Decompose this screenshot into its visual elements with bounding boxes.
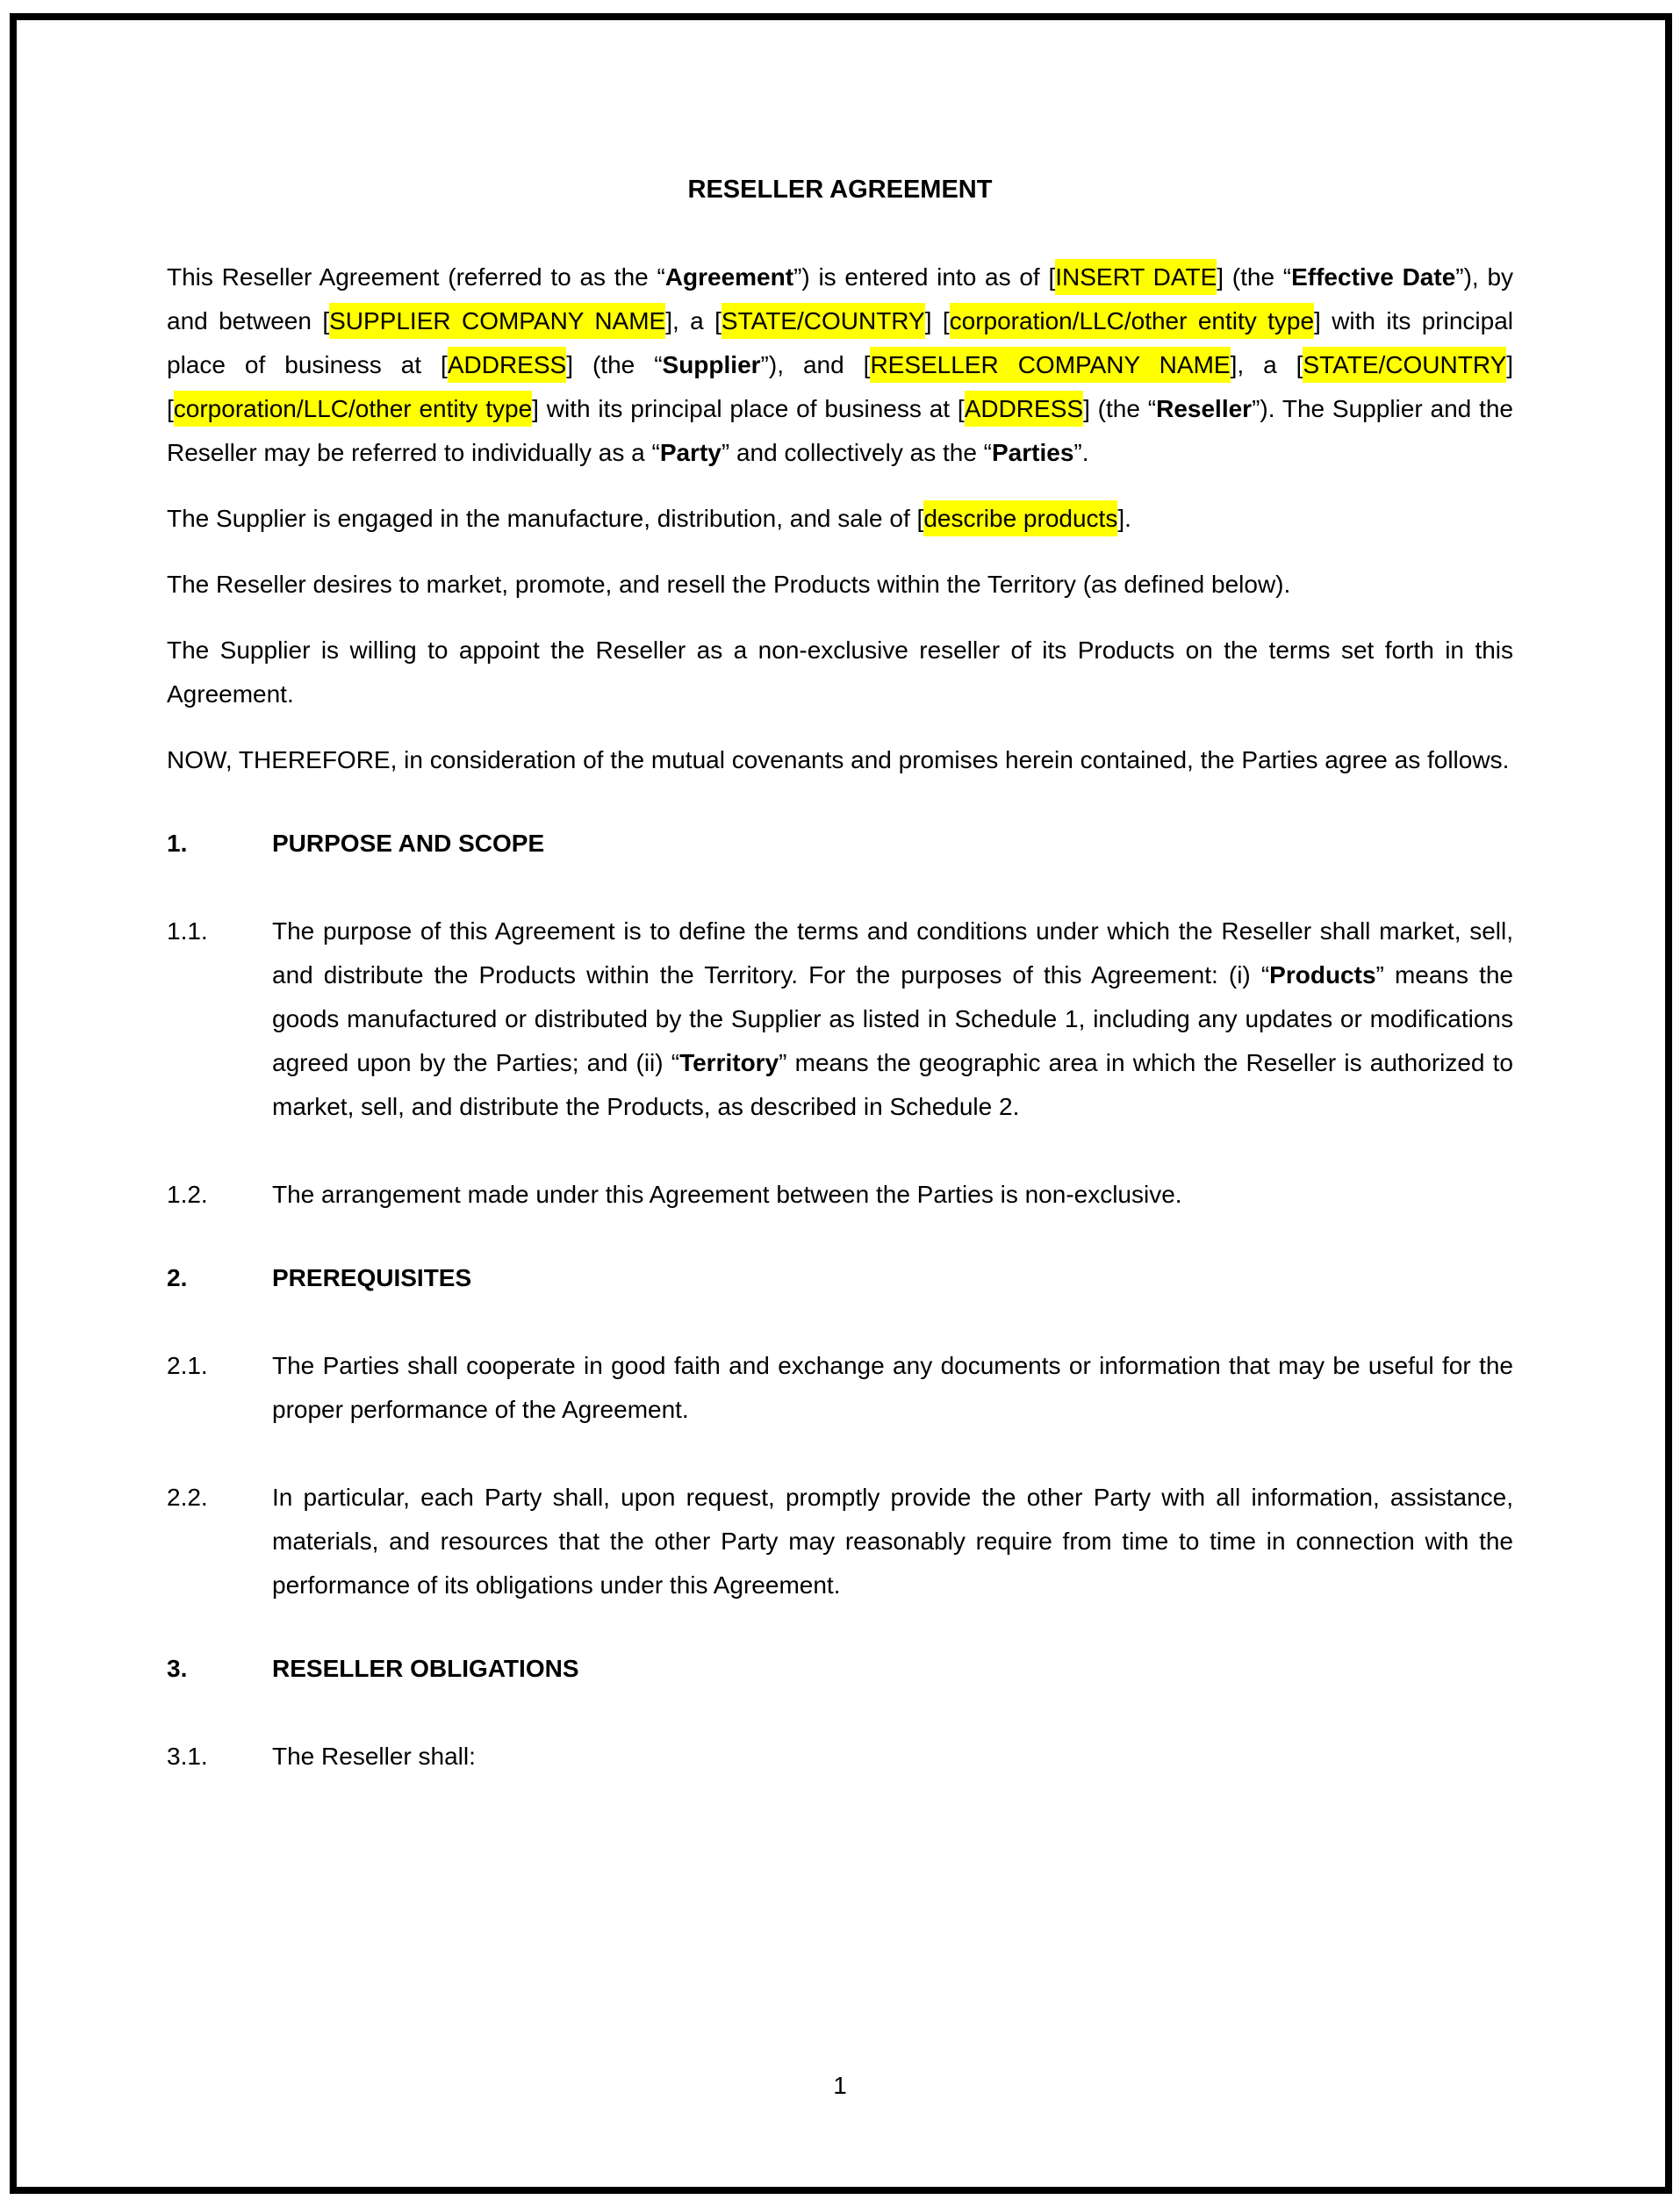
section-title xyxy=(272,822,1513,866)
page-number: 1 xyxy=(833,2072,847,2099)
text-run: The purpose of this Agreement is to define the terms and conditions under which the Reseller shall market, sell, and distribute the Products within the Territory. For the purposes of this Agreement: (i) “ xyxy=(272,917,1513,988)
text-run: The Supplier is engaged in the manufacture, distribution, and sale of [ xyxy=(167,505,924,532)
text-run: ], a [ xyxy=(1230,351,1303,378)
text-run: Party xyxy=(659,439,722,466)
text-run: PREREQUISITES xyxy=(272,1264,472,1291)
text-run: Territory xyxy=(679,1049,779,1076)
text-run: This Reseller Agreement (referred to as the “ xyxy=(167,263,665,291)
paragraph xyxy=(167,563,1513,607)
clause-number: 2.1. xyxy=(167,1352,208,1379)
clause-number: 3.1. xyxy=(167,1743,208,1770)
numbered-clause xyxy=(167,1344,1513,1432)
text-run: ] (the “ xyxy=(1217,263,1292,291)
numbered-clause xyxy=(167,909,1513,1129)
text-run: ” and collectively as the “ xyxy=(721,439,992,466)
text-run: Agreement xyxy=(664,263,794,291)
text-run: RESELLER OBLIGATIONS xyxy=(272,1655,579,1682)
numbered-clause xyxy=(167,1173,1513,1217)
text-run: Products xyxy=(1269,961,1376,988)
text-run: In particular, each Party shall, upon request, promptly provide the other Party with all information, assistance, materials, and resources that the other Party may reasonably require from time to time in connection with the performance of its obligations under this Agreement. xyxy=(272,1484,1513,1599)
text-run: ] (the “ xyxy=(1083,395,1157,422)
paragraph xyxy=(167,255,1513,475)
text-run: The arrangement made under this Agreement between the Parties is non-exclusive. xyxy=(272,1181,1182,1208)
clause-number: 2.2. xyxy=(167,1484,208,1511)
placeholder-highlight: corporation/LLC/other entity type xyxy=(174,391,532,427)
section-number: 2. xyxy=(167,1264,188,1291)
section-heading xyxy=(167,1256,1513,1300)
placeholder-highlight: ADDRESS xyxy=(448,347,566,383)
text-run: ” means the geographic area in which the Reseller is authorized to market, sell, and distribute the Products, as described in Schedule 2. xyxy=(272,1049,1514,1120)
text-run: Supplier xyxy=(662,351,761,378)
text-run: ], a [ xyxy=(665,307,722,334)
placeholder-highlight: corporation/LLC/other entity type xyxy=(950,303,1314,339)
section-heading xyxy=(167,822,1513,866)
placeholder-highlight: ADDRESS xyxy=(965,391,1083,427)
placeholder-highlight: RESELLER COMPANY NAME xyxy=(870,347,1230,383)
text-run: The Supplier is willing to appoint the Reseller as a non-exclusive reseller of its Products on the terms set forth in this Agreement. xyxy=(167,636,1513,708)
clause-text xyxy=(272,909,1513,1129)
section-title xyxy=(272,1647,1513,1691)
text-run: ] [ xyxy=(167,351,1514,422)
text-run: ] with its principal place of business at [ xyxy=(167,307,1514,378)
text-run: Reseller xyxy=(1156,395,1253,422)
clause-number: 1.2. xyxy=(167,1181,208,1208)
clause-text xyxy=(272,1476,1513,1607)
text-run: ] [ xyxy=(924,307,950,334)
text-run: Effective Date xyxy=(1291,263,1456,291)
text-run: The Reseller shall: xyxy=(272,1743,476,1770)
text-run: ] (the “ xyxy=(566,351,663,378)
text-run: ”). The Supplier and the Reseller may be referred to individually as a “ xyxy=(167,395,1513,466)
section-number: 1. xyxy=(167,830,188,857)
placeholder-highlight: INSERT DATE xyxy=(1055,259,1217,295)
text-run: ] with its principal place of business at [ xyxy=(532,395,965,422)
text-run: NOW, THEREFORE, in consideration of the mutual covenants and promises herein contained, the Parties agree as follows. xyxy=(167,746,1510,773)
text-run: ” means the goods manufactured or distributed by the Supplier as listed in Schedule 1, including any updates or modifications agreed upon by the Parties; and (ii) “ xyxy=(272,961,1513,1076)
clause-number: 1.1. xyxy=(167,917,208,945)
document-body xyxy=(167,255,1513,1779)
text-run: ”), and [ xyxy=(760,351,871,378)
document-title: RESELLER AGREEMENT xyxy=(687,176,993,204)
placeholder-highlight: describe products xyxy=(923,500,1117,536)
text-run: The Reseller desires to market, promote, and resell the Products within the Territory (as defined below). xyxy=(167,571,1291,598)
clause-text xyxy=(272,1173,1513,1217)
placeholder-highlight: SUPPLIER COMPANY NAME xyxy=(329,303,665,339)
clause-text xyxy=(272,1735,1513,1779)
document-content xyxy=(167,0,1513,1779)
text-run: The Parties shall cooperate in good faith and exchange any documents or information that may be useful for the proper performance of the Agreement. xyxy=(272,1352,1513,1423)
paragraph xyxy=(167,629,1513,716)
text-run: PURPOSE AND SCOPE xyxy=(272,830,545,857)
paragraph xyxy=(167,497,1513,541)
clause-text xyxy=(272,1344,1513,1432)
numbered-clause xyxy=(167,1735,1513,1779)
section-heading xyxy=(167,1647,1513,1691)
text-run: ]. xyxy=(1117,505,1131,532)
text-run: Parties xyxy=(992,439,1074,466)
placeholder-highlight: STATE/COUNTRY xyxy=(1303,347,1506,383)
text-run: ”. xyxy=(1073,439,1089,466)
placeholder-highlight: STATE/COUNTRY xyxy=(722,303,925,339)
text-run: ”), by and between [ xyxy=(167,263,1514,334)
text-run: ”) is entered into as of [ xyxy=(793,263,1056,291)
numbered-clause xyxy=(167,1476,1513,1607)
paragraph xyxy=(167,738,1513,782)
section-number: 3. xyxy=(167,1655,188,1682)
section-title xyxy=(272,1256,1513,1300)
